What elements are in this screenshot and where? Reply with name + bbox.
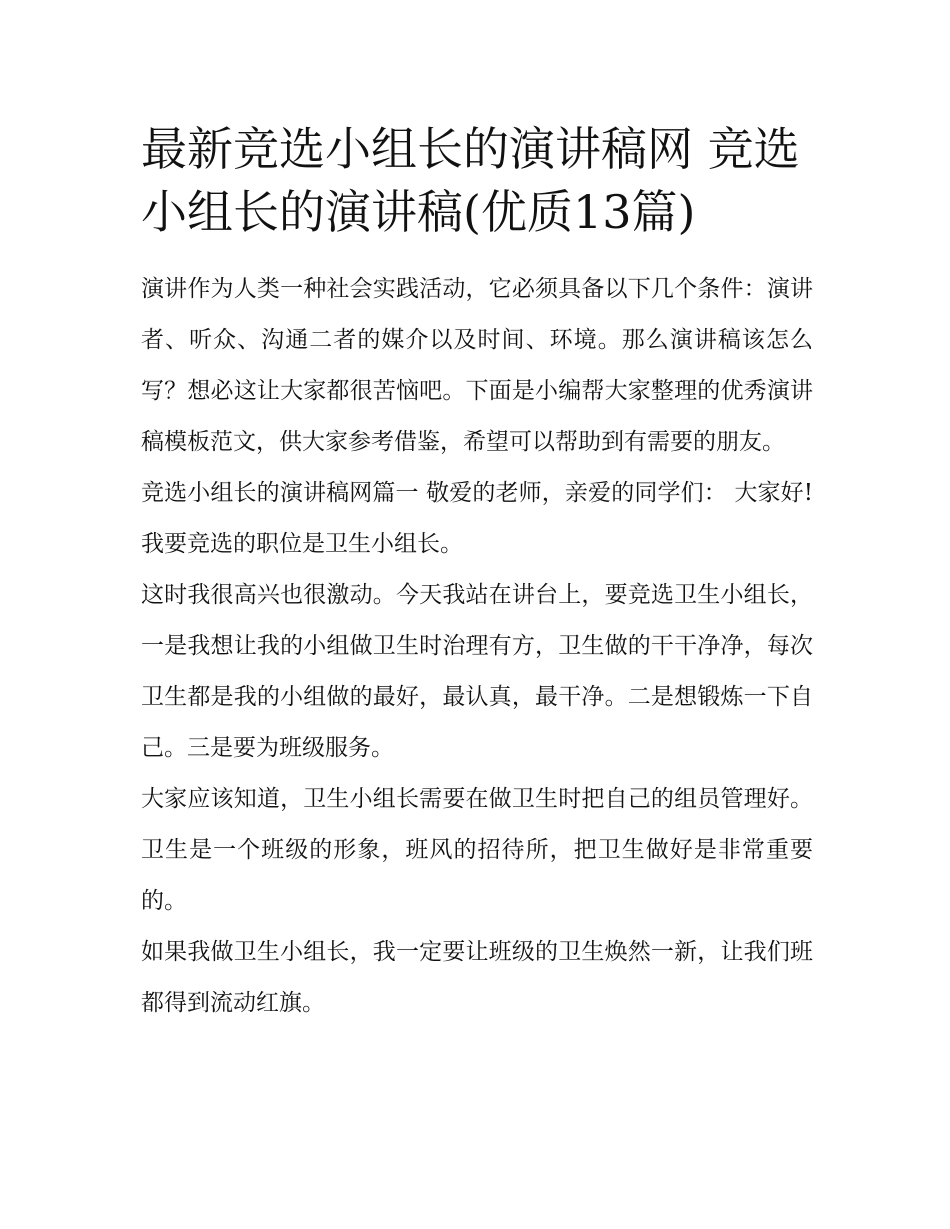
paragraph-greeting: 竞选小组长的演讲稿网篇一 敬爱的老师，亲爱的同学们： 大家好!我要竞选的职位是卫生小组长。: [141, 480, 813, 557]
document-title: 最新竞选小组长的演讲稿网 竞选小组长的演讲稿(优质13篇): [141, 122, 800, 239]
paragraph-promise: 如果我做卫生小组长，我一定要让班级的卫生焕然一新，让我们班都得到流动红旗。: [141, 939, 813, 1016]
paragraph-reasons: 这时我很高兴也很激动。今天我站在讲台上，要竞选卫生小组长，一是我想让我的小组做卫生时治理有方，卫生做的干干净净，每次卫生都是我的小组做的最好，最认真，最干净。二是想锻炼一下自己。三是要为班级服务。: [141, 582, 813, 761]
document-page: [141, 118, 813, 1029]
paragraph-responsibility: 大家应该知道，卫生小组长需要在做卫生时把自己的组员管理好。卫生是一个班级的形象，班风的招待所，把卫生做好是非常重要的。: [141, 786, 813, 914]
paragraph-intro: 演讲作为人类一种社会实践活动，它必须具备以下几个条件：演讲者、听众、沟通二者的媒介以及时间、环境。那么演讲稿该怎么写？想必这让大家都很苦恼吧。下面是小编帮大家整理的优秀演讲稿模板范文，供大家参考借鉴，希望可以帮助到有需要的朋友。: [141, 276, 813, 455]
